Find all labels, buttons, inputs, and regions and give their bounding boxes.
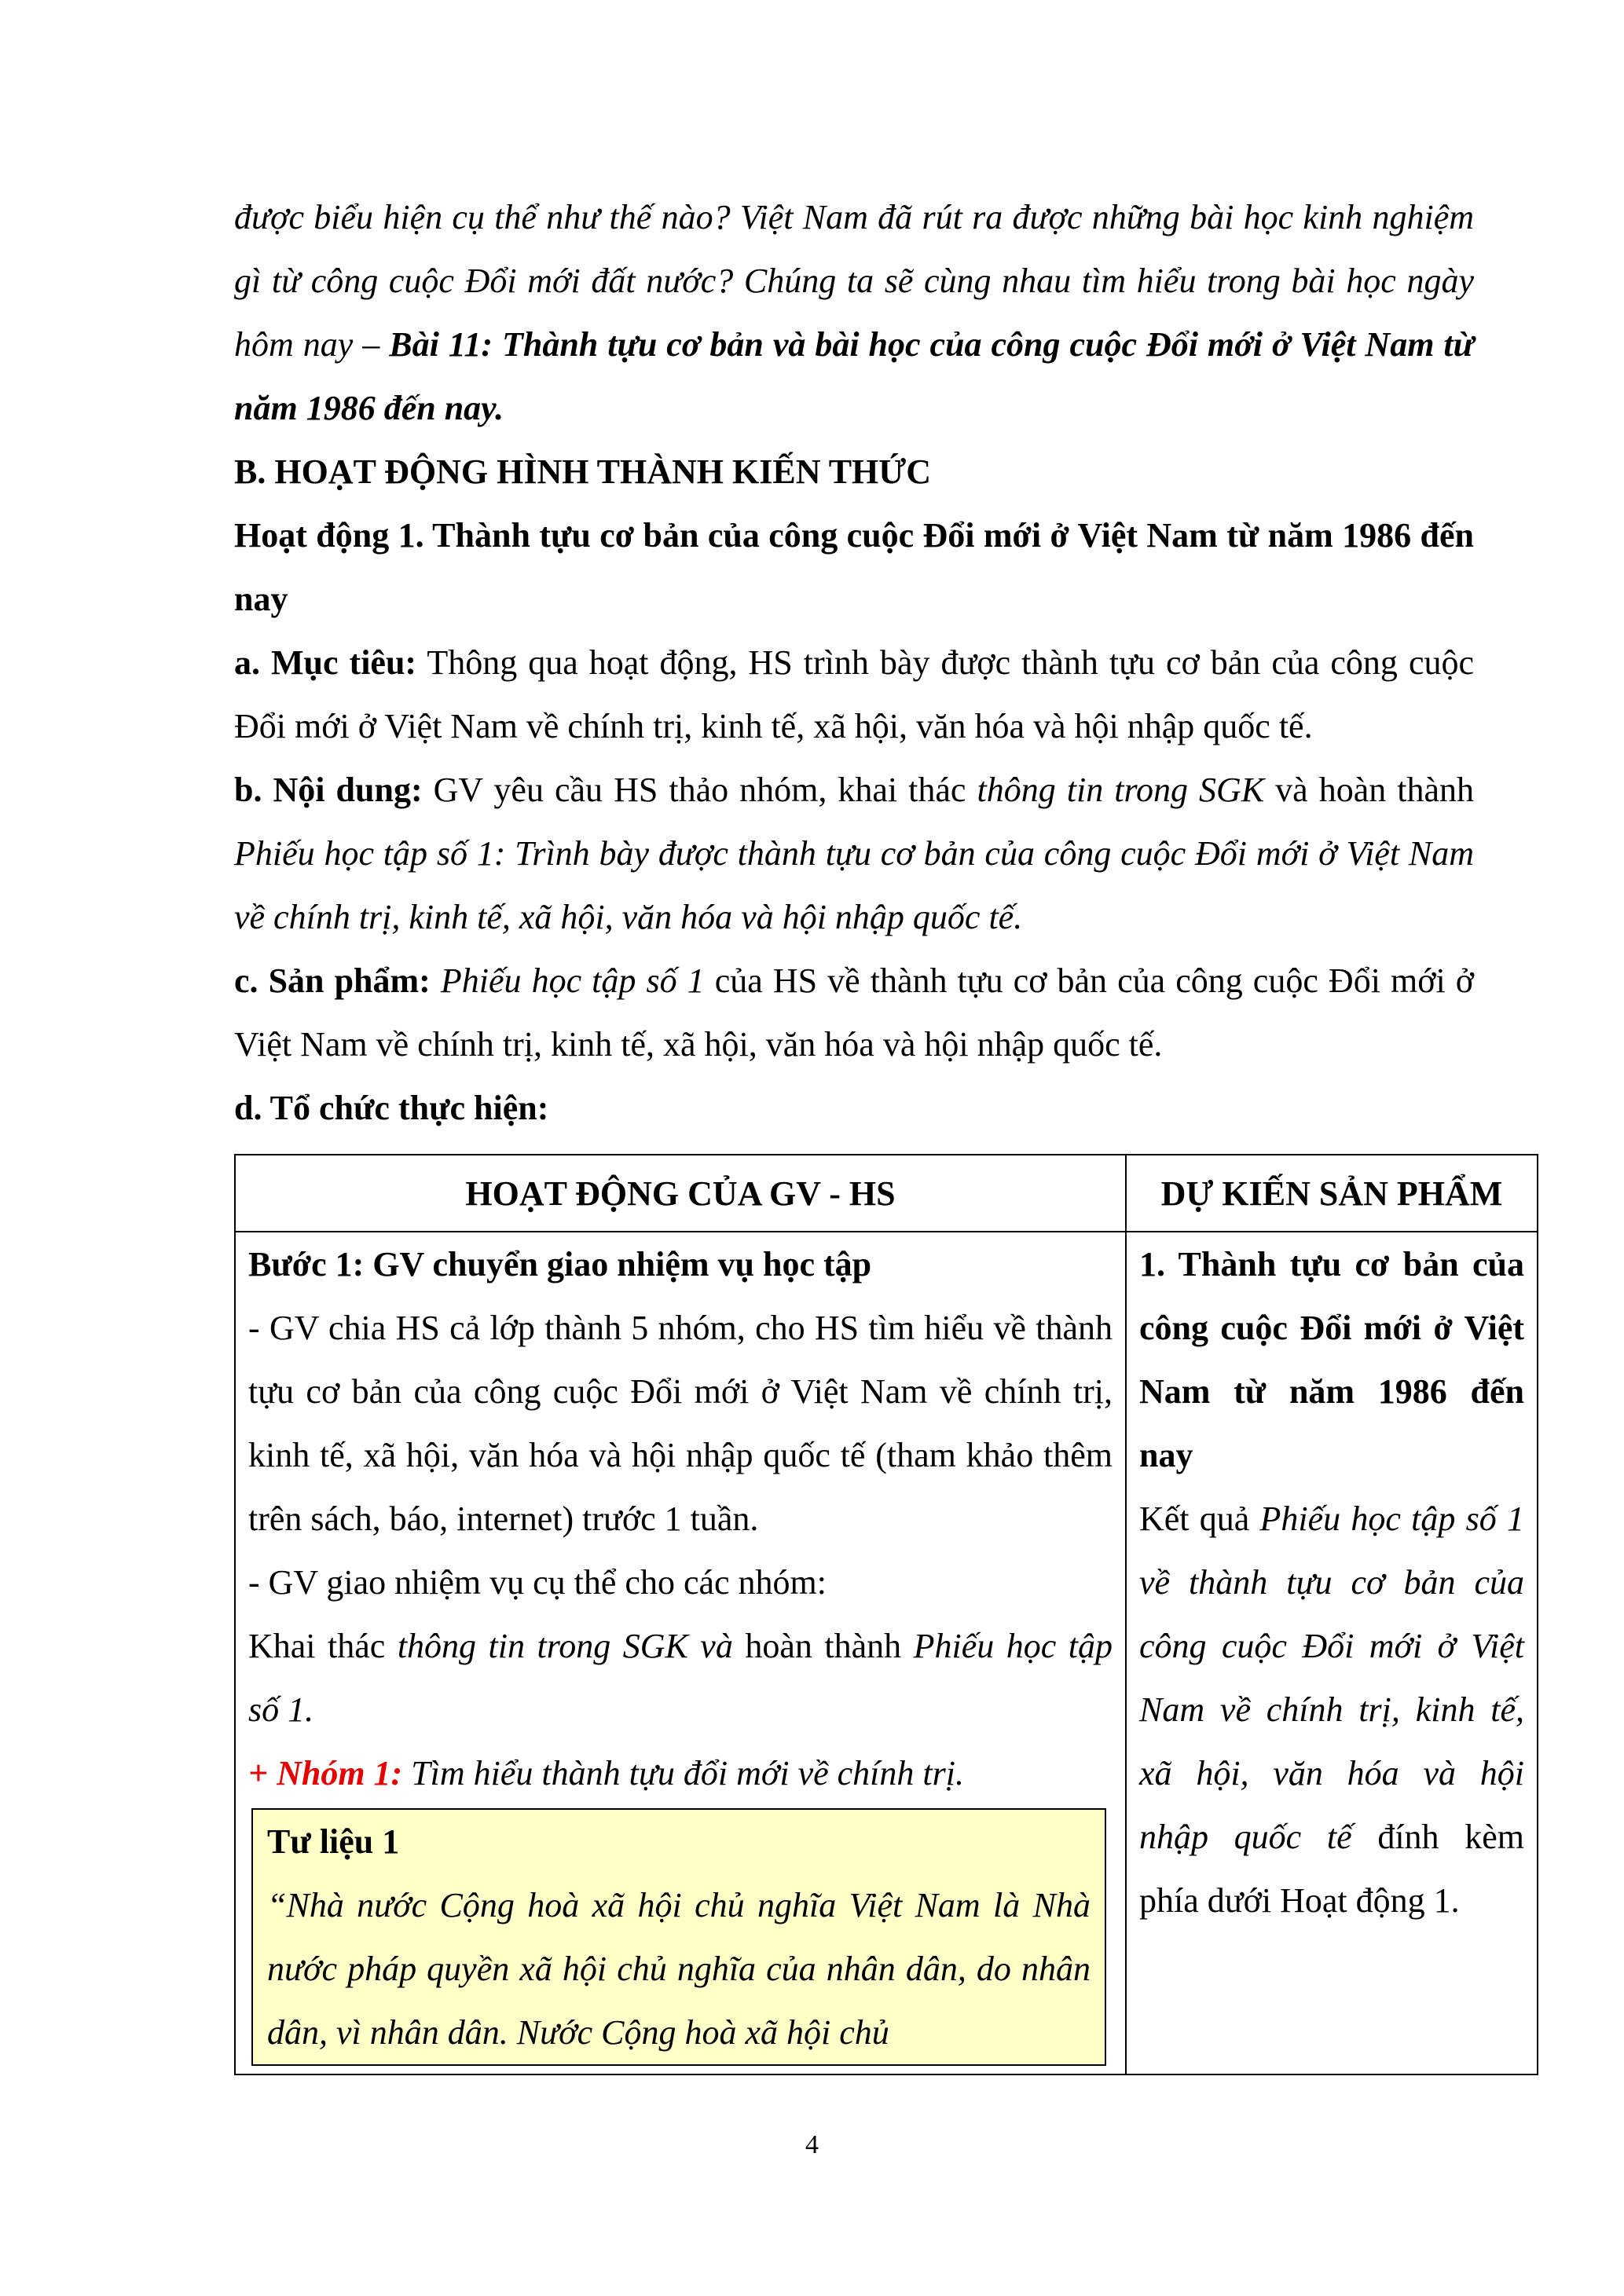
- step1-title: Bước 1: GV chuyển giao nhiệm vụ học tập: [248, 1245, 872, 1283]
- document-box: [251, 1808, 1106, 2066]
- to-chuc-heading: d. Tổ chức thực hiện:: [234, 1089, 549, 1127]
- noi-dung-label: b. Nội dung:: [234, 771, 423, 809]
- result-text-2: Phiếu học tập số 1 về thành tựu cơ bản của công cuộc Đổi mới ở Việt Nam về chính trị, kinh tế, xã hội, văn hóa và hội nhập quốc tế: [1139, 1500, 1525, 1856]
- intro-text: được biểu hiện cụ thể như thế nào? Việt Nam đã rút ra được những bài học kinh nghiệm gì từ công cuộc Đổi mới đất nước? Chúng ta sẽ cùng nhau tìm hiểu trong bài học ngày hôm nay –: [234, 198, 1474, 364]
- step1-para2: - GV giao nhiệm vụ cụ thể cho các nhóm:: [248, 1563, 827, 1602]
- group1-line: [248, 1741, 1113, 1805]
- noi-dung-text-4: Phiếu học tập số 1: Trình bày được thành tựu cơ bản của công cuộc Đổi mới ở Việt Nam về chính trị, kinh tế, xã hội, văn hóa và hội nhập quốc tế.: [234, 834, 1474, 936]
- san-pham-label: c. Sản phẩm:: [234, 961, 431, 1000]
- para3-a: Khai thác: [248, 1627, 398, 1665]
- san-pham-paragraph: [234, 949, 1474, 1076]
- right-cell: [1126, 1232, 1538, 2074]
- san-pham-text-2: của HS về thành tựu cơ bản của công cuộc Đổi mới ở Việt Nam về chính trị, kinh tế, xã hội, văn hóa và hội nhập quốc tế.: [234, 961, 1475, 1064]
- left-cell: [235, 1232, 1126, 2074]
- header-gv-hs: HOẠT ĐỘNG CỦA GV - HS: [235, 1155, 1126, 1232]
- para3-c: hoàn thành: [732, 1627, 914, 1665]
- document-title: Tư liệu 1: [267, 1822, 400, 1861]
- activity-table: [234, 1154, 1538, 2075]
- page-number: 4: [805, 2130, 819, 2159]
- lesson-title: Bài 11: Thành tựu cơ bản và bài học của công cuộc Đổi mới ở Việt Nam từ năm 1986 đến nay.: [234, 325, 1474, 427]
- noi-dung-text-3: và hoàn thành: [1264, 771, 1475, 809]
- group1-text: Tìm hiểu thành tựu đổi mới về chính trị.: [402, 1754, 964, 1792]
- header-du-kien: DỰ KIẾN SẢN PHẨM: [1126, 1155, 1538, 1232]
- muc-tieu-text: Thông qua hoạt động, HS trình bày được thành tựu cơ bản của công cuộc Đổi mới ở Việt Nam về chính trị, kinh tế, xã hội, văn hóa và hội nhập quốc tế.: [234, 643, 1474, 745]
- result-text-1: Kết quả: [1139, 1500, 1260, 1538]
- group1-label: + Nhóm 1:: [248, 1754, 403, 1792]
- result-title: 1. Thành tựu cơ bản của công cuộc Đổi mới ở Việt Nam từ năm 1986 đến nay: [1139, 1245, 1524, 1474]
- result-text: [1139, 1487, 1524, 1932]
- document-quote: “Nhà nước Cộng hoà xã hội chủ nghĩa Việt Nam là Nhà nước pháp quyền xã hội chủ nghĩa của nhân dân, do nhân dân, vì nhân dân. Nước Cộng hoà xã hội chủ: [267, 1886, 1091, 2052]
- intro-paragraph: [234, 185, 1474, 440]
- san-pham-text-1: Phiếu học tập số 1: [440, 961, 705, 1000]
- section-b-heading: B. HOẠT ĐỘNG HÌNH THÀNH KIẾN THỨC: [234, 452, 932, 491]
- muc-tieu-paragraph: [234, 631, 1474, 758]
- step1-para1: - GV chia HS cả lớp thành 5 nhóm, cho HS tìm hiểu về thành tựu cơ bản của công cuộc Đổi mới ở Việt Nam về chính trị, kinh tế, xã hội, văn hóa và hội nhập quốc tế (tham khảo thêm trên sách, báo, internet) trước 1 tuần.: [248, 1309, 1113, 1538]
- page-body: [234, 185, 1474, 1140]
- result-text-3: đính kèm phía dưới Hoạt động 1.: [1139, 1818, 1524, 1920]
- table-row: [235, 1232, 1538, 2074]
- noi-dung-text-1: GV yêu cầu HS thảo nhóm, khai thác: [422, 771, 977, 809]
- activity1-title: Hoạt động 1. Thành tựu cơ bản của công cuộc Đổi mới ở Việt Nam từ năm 1986 đến nay: [234, 516, 1474, 618]
- step1-para3: [248, 1614, 1113, 1741]
- para3-d: Phiếu học tập số 1.: [248, 1627, 1113, 1729]
- table-header-row: [235, 1155, 1538, 1232]
- noi-dung-text-2: thông tin trong SGK: [977, 771, 1265, 809]
- para3-b: thông tin trong SGK và: [397, 1627, 733, 1665]
- noi-dung-paragraph: [234, 758, 1474, 949]
- muc-tieu-label: a. Mục tiêu:: [234, 643, 417, 682]
